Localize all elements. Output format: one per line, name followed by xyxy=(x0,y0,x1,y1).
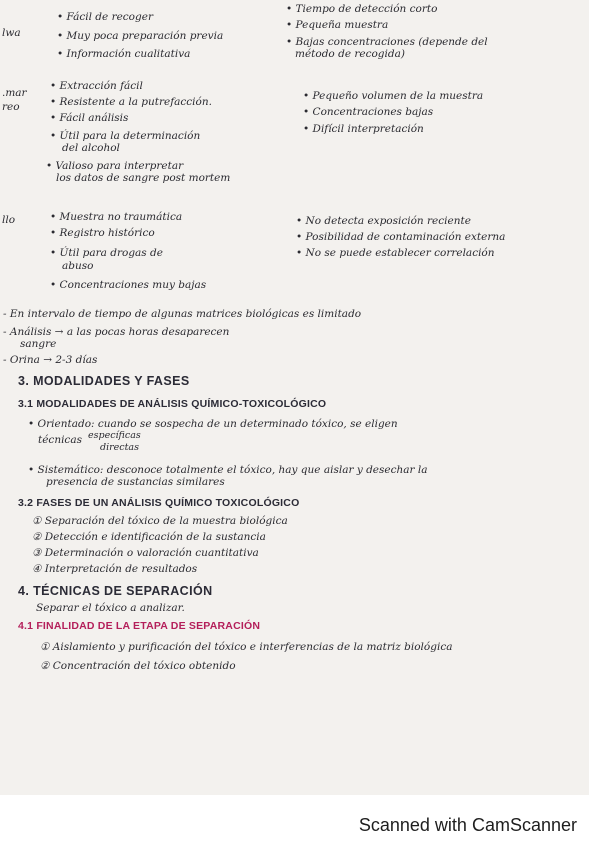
row1-left-item: • Muy poca preparación previa xyxy=(57,30,224,42)
section-4-title: 4. TÉCNICAS DE SEPARACIÓN xyxy=(18,584,213,598)
interval-note: - Análisis → a las pocas horas desaparecen xyxy=(3,326,230,338)
row1-label: lwa xyxy=(2,27,21,39)
row2-left-item: del alcohol xyxy=(62,142,120,154)
row2-left-item: • Extracción fácil xyxy=(50,80,143,92)
row3-left-item: • Muestra no traumática xyxy=(50,211,183,223)
oriented-line: específicas xyxy=(88,430,141,441)
row3-right-item: • Posibilidad de contaminación externa xyxy=(296,231,506,243)
row1-right-item: • Tiempo de detección corto xyxy=(286,3,438,15)
row3-right-item: • No detecta exposición reciente xyxy=(296,215,471,227)
section-4-intro: Separar el tóxico a analizar. xyxy=(36,602,185,614)
row1-left-item: • Información cualitativa xyxy=(57,48,191,60)
phase-item: ① Separación del tóxico de la muestra biológica xyxy=(32,515,288,527)
row3-right-item: • No se puede establecer correlación xyxy=(296,247,495,259)
row2-left-item: • Valioso para interpretar xyxy=(46,160,184,172)
row2-left-item: • Fácil análisis xyxy=(50,112,129,124)
interval-note: - Orina → 2-3 días xyxy=(3,354,98,366)
section-3-1-title: 3.1 MODALIDADES DE ANÁLISIS QUÍMICO-TOXICOLÓGICO xyxy=(18,398,327,410)
separation-item: ① Aislamiento y purificación del tóxico e interferencias de la matriz biológica xyxy=(40,641,453,653)
row1-right-item: • Bajas concentraciones (depende del xyxy=(286,36,488,48)
phase-item: ③ Determinación o valoración cuantitativa xyxy=(32,547,259,559)
row2-label: .mar xyxy=(2,87,27,99)
row3-label: llo xyxy=(2,214,16,226)
oriented-line: directas xyxy=(100,442,139,453)
row2-right-item: • Difícil interpretación xyxy=(303,123,424,135)
row3-left-item: • Útil para drogas de xyxy=(50,247,163,259)
interval-note: sangre xyxy=(20,338,57,350)
row2-label: reo xyxy=(2,101,20,113)
row3-left-item: abuso xyxy=(62,260,94,272)
phase-item: ④ Interpretación de resultados xyxy=(32,563,198,575)
section-3-title: 3. MODALIDADES Y FASES xyxy=(18,374,190,388)
row3-left-item: • Registro histórico xyxy=(50,227,155,239)
row2-left-item: • Útil para la determinación xyxy=(50,130,201,142)
oriented-line: • Orientado: cuando se sospecha de un determinado tóxico, se eligen xyxy=(28,418,398,430)
row3-left-item: • Concentraciones muy bajas xyxy=(50,279,207,291)
systematic-line: • Sistemático: desconoce totalmente el tóxico, hay que aislar y desechar la xyxy=(28,464,428,476)
phase-item: ② Detección e identificación de la sustancia xyxy=(32,531,266,543)
row2-right-item: • Concentraciones bajas xyxy=(303,106,434,118)
row1-right-item: • Pequeña muestra xyxy=(286,19,389,31)
row2-left-item: los datos de sangre post mortem xyxy=(56,172,231,184)
row1-left-item: • Fácil de recoger xyxy=(57,11,153,23)
row2-left-item: • Resistente a la putrefacción. xyxy=(50,96,212,108)
systematic-line: presencia de sustancias similares xyxy=(46,476,225,488)
row1-right-item: método de recogida) xyxy=(295,48,405,60)
section-3-2-title: 3.2 FASES DE UN ANÁLISIS QUÍMICO TOXICOLÓGICO xyxy=(18,497,300,509)
scanner-watermark: Scanned with CamScanner xyxy=(358,815,577,835)
row2-right-item: • Pequeño volumen de la muestra xyxy=(303,90,484,102)
separation-item: ② Concentración del tóxico obtenido xyxy=(40,660,236,672)
interval-note: - En intervalo de tiempo de algunas matrices biológicas es limitado xyxy=(3,308,362,320)
section-4-1-title: 4.1 FINALIDAD DE LA ETAPA DE SEPARACIÓN xyxy=(18,620,261,632)
oriented-line: técnicas xyxy=(38,434,82,446)
